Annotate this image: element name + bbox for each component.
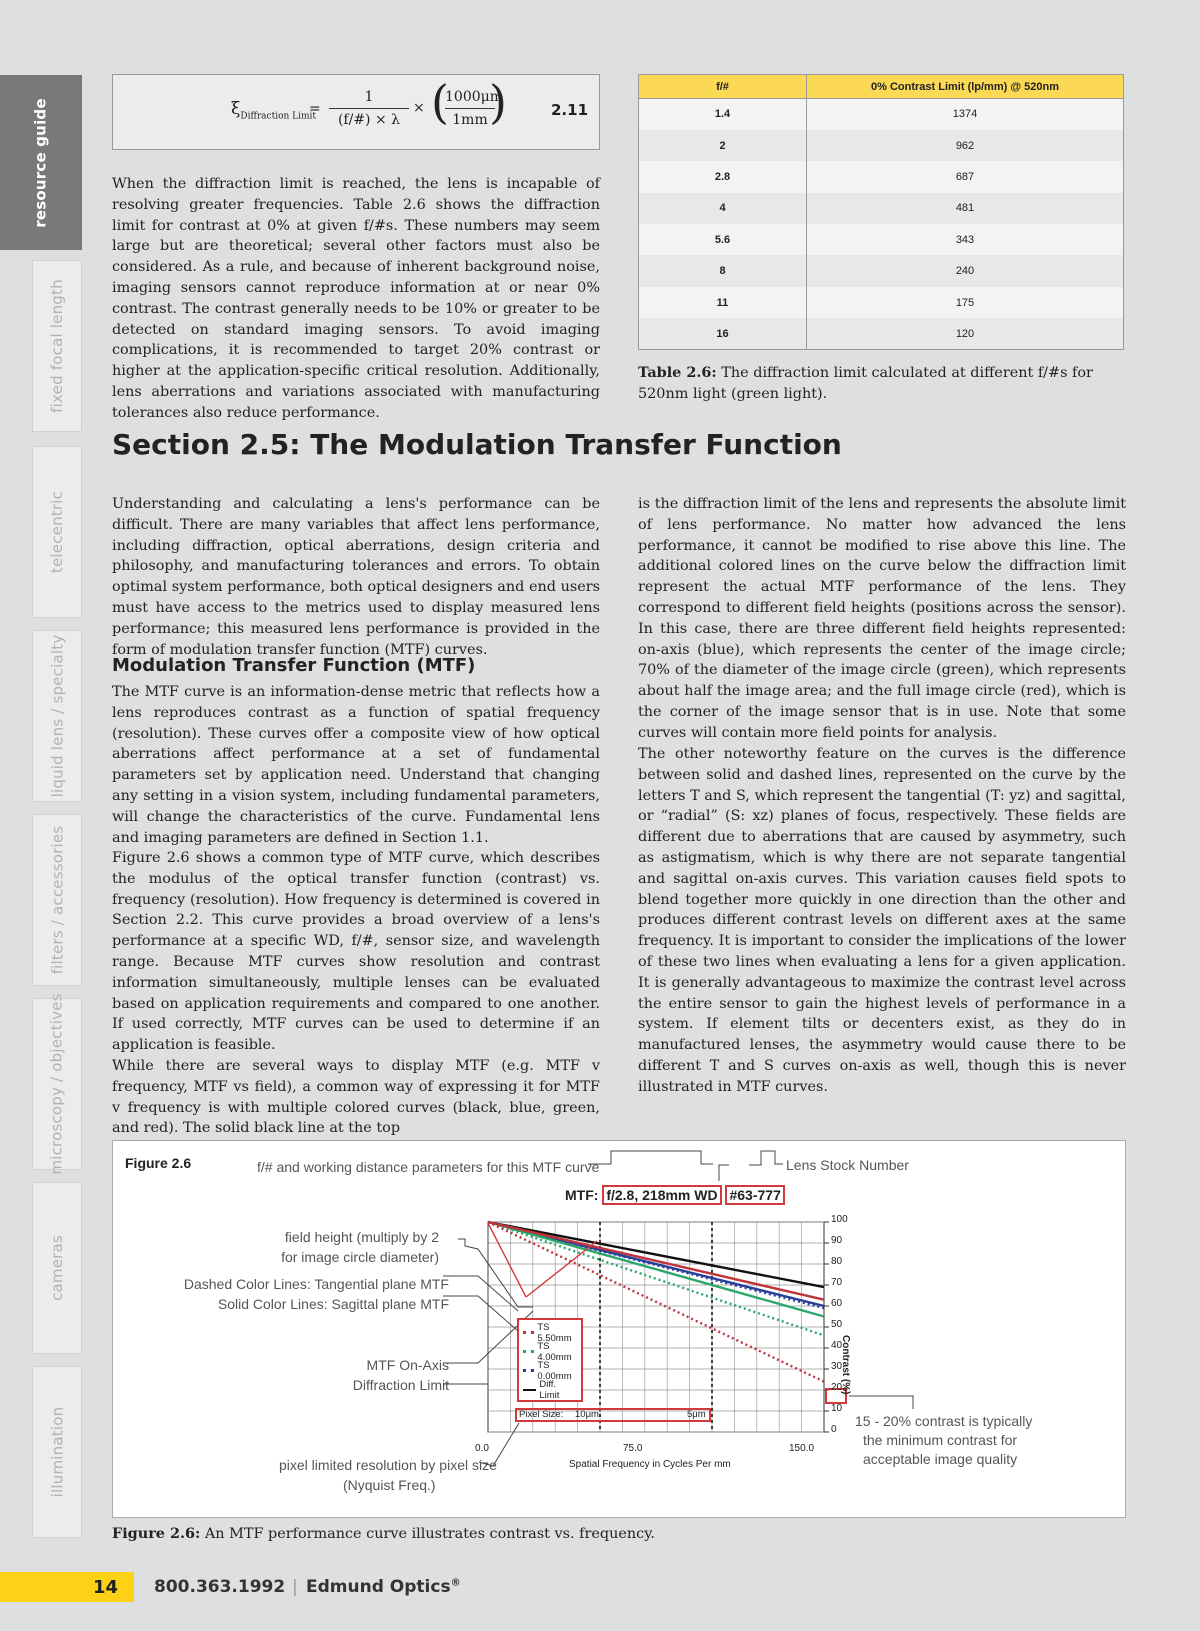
- mtf-prefix: MTF:: [565, 1187, 603, 1203]
- legend-swatch-blue: [523, 1369, 534, 1372]
- mtf-subheading: Modulation Transfer Function (MTF): [112, 655, 476, 676]
- table-header-fnum: f/#: [639, 75, 807, 99]
- annotation-on-axis: MTF On-Axis: [366, 1357, 449, 1373]
- figure-label: Figure 2.6: [125, 1155, 192, 1171]
- pixel-size-10um: 10μm: [575, 1409, 599, 1420]
- pixel-size-label: Pixel Size:: [519, 1409, 564, 1420]
- sidebar-tab-cameras[interactable]: [32, 1182, 82, 1354]
- left-paragraph-3: Figure 2.6 shows a common type of MTF curve, which describes the modulus of the optical transfer function (contrast) vs. frequency (resolution). How frequency is determined is covered in Section 2.2. This curve provides a broad overview of a lens's performance at a specific WD, f/#, sensor size, and wavelength range. Because MTF curves show resolution and contrast information simultaneously, multiple lenses can be evaluated based on application requirements and compared to one another. If used correctly, MTF curves can be used to determine if an application is feasible.: [112, 850, 600, 1054]
- equation-paren-open: (: [431, 75, 449, 129]
- table-row: [639, 287, 1124, 318]
- annotation-leader: [588, 1151, 713, 1164]
- table-caption-label: Table 2.6:: [638, 364, 717, 381]
- sidebar-tab-illumination[interactable]: [32, 1366, 82, 1538]
- table-row: [639, 224, 1124, 255]
- equation-unit-numerator: 1000μm: [445, 89, 495, 109]
- table-header-contrast-limit: 0% Contrast Limit (lp/mm) @ 520nm: [807, 75, 1124, 99]
- table-cell: 1374: [807, 99, 1124, 130]
- table-row: [639, 193, 1124, 224]
- legend-swatch-black: [523, 1389, 536, 1391]
- section-title: [112, 428, 842, 461]
- annotation-solid-lines: Solid Color Lines: Sagittal plane MTF: [217, 1296, 449, 1312]
- table-cell: 2: [639, 130, 807, 161]
- pixel-size-5um: 5μm: [687, 1409, 706, 1420]
- annotation-dashed-lines: Dashed Color Lines: Tangential plane MTF: [183, 1276, 449, 1292]
- mtf-stock-box: #63-777: [725, 1185, 784, 1205]
- equation-times: ×: [413, 100, 425, 116]
- annotation-leader: [719, 1165, 729, 1181]
- left-paragraph-4: While there are several ways to display MTF (e.g. MTF v frequency, MTF vs field), a common way of expressing it for MTF v frequency is with multiple colored curves (black, blue, green, and red). The solid black line at the top: [112, 1058, 600, 1137]
- left-paragraph-2: The MTF curve is an information-dense metric that reflects how a lens reproduces contrast as a function of spatial frequency (resolution). These curves offer a composite view of how optical aberrations affect performance at a set of fundamental parameters set by application need. Understand that changing any setting in a vision system, including fundamental parameters, will change the characteristics of the curve. Fundamental lens and imaging parameters are defined in Section 1.1.: [112, 684, 600, 846]
- y-axis-label: Contrast (%): [840, 1335, 851, 1395]
- sidebar-tab-label: telecentric: [48, 490, 66, 574]
- y-tick-label: 90: [831, 1235, 843, 1246]
- table-row: [639, 99, 1124, 130]
- section-prefix: Section 2.5:: [112, 428, 311, 461]
- legend-label: Diff. Limit: [539, 1378, 560, 1401]
- sidebar-tab-microscopy[interactable]: [32, 993, 82, 1175]
- y-tick-label: 40: [831, 1340, 843, 1351]
- annotation-leader: [849, 1396, 913, 1409]
- section-title-text: The Modulation Transfer Function: [310, 428, 842, 461]
- annotation-contrast-1: 15 - 20% contrast is typically: [855, 1413, 1033, 1429]
- sidebar-tab-label: illumination: [48, 1406, 66, 1498]
- sidebar-tab-fixed-focal-length[interactable]: [32, 260, 82, 432]
- table-caption-text: The diffraction limit calculated at different f/#s for 520nm light (green light).: [638, 365, 1093, 402]
- equation-unit-denominator: 1mm: [452, 112, 488, 128]
- sidebar-tab-label: filters / accessories: [48, 825, 67, 975]
- equation-paren-close: ): [489, 75, 507, 129]
- table-header-row: [639, 75, 1124, 99]
- table-cell: 962: [807, 130, 1124, 161]
- annotation-field-height-2: for image circle diameter): [281, 1249, 439, 1265]
- figure-caption: [112, 1525, 655, 1542]
- table-cell: 481: [807, 193, 1124, 224]
- legend-swatch-green: [523, 1350, 534, 1353]
- table-row: [639, 318, 1124, 349]
- annotation-fnum-wd: f/# and working distance parameters for this MTF curve: [257, 1159, 600, 1175]
- table-cell: 5.6: [639, 224, 807, 255]
- equation-fraction: [329, 89, 409, 128]
- y-tick-label: 10: [831, 1403, 843, 1414]
- equation-subscript: Diffraction Limit: [240, 111, 317, 122]
- annotation-leader: [749, 1151, 783, 1165]
- table-cell: 11: [639, 287, 807, 318]
- equation-xi: ξ: [231, 99, 241, 119]
- table-cell: 687: [807, 161, 1124, 192]
- table-caption: [638, 363, 1126, 404]
- table-cell: 120: [807, 318, 1124, 349]
- table-cell: 2.8: [639, 161, 807, 192]
- equation-number: 2.11: [551, 101, 589, 119]
- sidebar-tab-resource-guide[interactable]: [0, 75, 82, 250]
- x-axis-label: Spatial Frequency in Cycles Per mm: [569, 1459, 731, 1470]
- x-tick-label: 0.0: [475, 1443, 489, 1454]
- y-tick-label: 50: [831, 1319, 843, 1330]
- y-tick-label: 80: [831, 1256, 843, 1267]
- legend-swatch-red: [523, 1331, 534, 1334]
- footer-phone: 800.363.1992: [154, 1577, 286, 1597]
- equation-lhs: [231, 99, 316, 121]
- y-tick-label: 70: [831, 1277, 843, 1288]
- y-tick-label: 100: [831, 1214, 848, 1225]
- sidebar-tab-label: cameras: [48, 1235, 67, 1301]
- annotation-contrast-2: the minimum contrast for: [863, 1432, 1018, 1448]
- sidebar-tab-telecentric[interactable]: [32, 446, 82, 618]
- table-row: [639, 161, 1124, 192]
- legend-item-diff-limit: [523, 1380, 577, 1399]
- table-cell: 4: [639, 193, 807, 224]
- equation-equals: =: [309, 101, 321, 117]
- legend-item-ts-5-50: [523, 1323, 577, 1342]
- y-tick-label: 0: [831, 1424, 837, 1435]
- table-cell: 240: [807, 255, 1124, 286]
- x-tick-label: 150.0: [789, 1443, 815, 1454]
- sidebar-tab-liquid-lens[interactable]: [32, 630, 82, 802]
- table-cell: 175: [807, 287, 1124, 318]
- legend-item-ts-0-00: [523, 1361, 577, 1380]
- annotation-pixel-limited-1: pixel limited resolution by pixel size: [279, 1457, 497, 1473]
- equation-numerator: 1: [329, 89, 409, 109]
- sidebar-tab-filters[interactable]: [32, 814, 82, 986]
- right-paragraph-1: is the diffraction limit of the lens and represents the absolute limit of lens performance. No matter how advanced the lens performance, it cannot be modified to rise above this line. The additional colored lines on the curve below the diffraction limit represent the actual MTF performance of the lens. They correspond to different field heights (positions across the sensor). In this case, there are three different field heights represented: on-axis (blue), which represents the center of the image circle; 70% of the diameter of the image circle (green), which represents about half the image area; and the full image circle (red), which is the corner of the image sensor that is in use. Note that some curves will contain more field points for analysis.: [638, 496, 1126, 741]
- x-tick-label: 75.0: [623, 1443, 643, 1454]
- table-row: [639, 255, 1124, 286]
- legend-label: TS 0.00mm: [537, 1359, 572, 1382]
- y-tick-label: 20: [831, 1382, 843, 1393]
- annotation-diffraction-limit: Diffraction Limit: [352, 1377, 449, 1393]
- intro-paragraph: When the diffraction limit is reached, the lens is incapable of resolving greater frequencies. Table 2.6 shows the diffraction limit for contrast at 0% at given f/#s. These numbers may seem large but are theoretical; several other factors must also be considered. As a rule, and because of inherent background noise, imaging sensors cannot reproduce information at or near 0% contrast. The contrast generally needs to be 10% or greater to be detected on standard imaging sensors. To avoid imaging complications, it is recommended to target 20% contrast or higher at the application-specific critical resolution. Additionally, lens aberrations and variations associated with manufacturing tolerances also reduce performance.: [112, 176, 600, 421]
- legend-item-ts-4-00: [523, 1342, 577, 1361]
- mtf-params-box: f/2.8, 218mm WD: [602, 1185, 721, 1205]
- footer-brand: [306, 1577, 461, 1597]
- table-cell: 343: [807, 224, 1124, 255]
- sidebar-tab-label: fixed focal length: [48, 279, 67, 413]
- table-cell: 8: [639, 255, 807, 286]
- annotation-pixel-limited-2: (Nyquist Freq.): [343, 1477, 436, 1493]
- right-paragraph-2: The other noteworthy feature on the curves is the difference between solid and dashed lines, represented on the curve by the letters T and S, which represent the tangential (T: yz) and sagittal, or “radial” (S: xz) planes of focus, respectively. These fields are different due to aberrations that are caused by asymmetry, such as astigmatism, which is why there are not separate tangential and sagittal on-axis curves. This variation causes field spots to blend together more quickly in one direction than the other and produces different contrast levels on different axes at the same frequency. It is important to consider the implications of the lower of these two lines when evaluating a lens for a given application. It is generally advantageous to maximize the contrast level across the entire sensor to gain the highest levels of performance in a system. If element tilts or decenters exist, as they do in manufactured lenses, the asymmetry would cause there to be different T and S curves on-axis as well, though this is never illustrated in MTF curves.: [638, 746, 1126, 1095]
- sidebar-tab-label: microscopy / objectives: [48, 993, 66, 1175]
- table-cell: 16: [639, 318, 807, 349]
- sidebar-tab-label: liquid lens / specialty: [48, 634, 67, 798]
- footer-brand-text: Edmund Optics: [306, 1577, 451, 1597]
- figure-caption-text: An MTF performance curve illustrates contrast vs. frequency.: [200, 1526, 656, 1542]
- equation-denominator: (f/#) × λ: [337, 112, 401, 128]
- legend-label: TS 4.00mm: [537, 1340, 572, 1363]
- diffraction-limit-table: [638, 74, 1124, 350]
- sidebar-tab-label: resource guide: [32, 97, 50, 228]
- y-tick-label: 60: [831, 1298, 843, 1309]
- table-row: [639, 130, 1124, 161]
- y-tick-label: 30: [831, 1361, 843, 1372]
- chart-legend: [517, 1318, 583, 1402]
- figure-2-6: [112, 1140, 1126, 1518]
- page-number: 14: [93, 1577, 119, 1598]
- equation-2-11: [112, 74, 600, 150]
- annotation-stock-number: Lens Stock Number: [786, 1157, 909, 1173]
- footer-brand-reg: ®: [450, 1577, 461, 1589]
- figure-caption-label: Figure 2.6:: [112, 1525, 201, 1542]
- left-paragraph-1: Understanding and calculating a lens's performance can be difficult. There are many variables that affect lens performance, including diffraction, optical aberrations, design criteria and philosophy, and manufacturing tolerances and errors. To obtain optimal system performance, both optical designers and end users must have access to the metrics used to display measured lens performance; this measured lens performance is provided in the form of modulation transfer function (MTF) curves.: [112, 496, 600, 658]
- equation-unit-fraction: [445, 89, 504, 128]
- annotation-field-height-1: field height (multiply by 2: [284, 1229, 439, 1245]
- legend-label: TS 5.50mm: [537, 1321, 572, 1344]
- annotation-contrast-3: acceptable image quality: [863, 1451, 1018, 1467]
- table-cell: 1.4: [639, 99, 807, 130]
- pixel-size-row: [515, 1408, 711, 1422]
- footer-separator: |: [292, 1577, 298, 1597]
